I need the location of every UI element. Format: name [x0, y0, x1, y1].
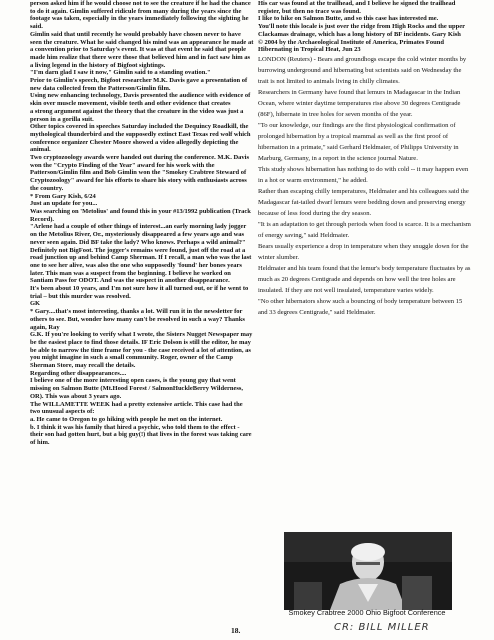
article-paragraph: Heldmaier and his team found that the lemur's body temperature fluctuates by as much as 20 degrees Centigrade and depends on how well the tree holes are insulated. If they are not well insulated, temperature varies widely. — [258, 264, 471, 294]
left-paragraph: G.K. If you're looking to verify what I wrote, the Sisters Nugget Newspaper may be the easiest place to find those details. IF Eric Dolson is still the editor, he may be able to narrow the time frame for you - the case received a lot of attention, as you might imagine in such a small community. Roger, owner of the Camp Sherman Store, may recall the details. — [30, 331, 253, 370]
article-paragraph: Rather than escaping chilly temperatures, Heldmaier and his colleagues said the Madagascar fat-tailed dwarf lemurs were bedding down and preserving energy because of less food during the dry season. — [258, 187, 469, 217]
left-paragraph: Other topics covered in speeches Saturday included the Dequincy Roadkill, the mythological thunderbird and the supposedly extinct East Texas red wolf which conference organizer Chester Moore showed a video allegedly depicting the animal. — [30, 123, 251, 154]
right-top-paragraph: His car was found at the trailhead, and I believe he signed the trailhead register, but then no trace was found. — [258, 0, 456, 15]
left-paragraph: Two cryptozoology awards were handed out during the conference. M.K. Davis won the "Crypto Finding of the Year" award for his work with the Patterson/Gimlin film and Bob Gimlin won the "Smokey Crabtree Steward of Cryptozoology" award for his efforts to share his story with enthusiasts across the country. — [30, 154, 250, 192]
left-paragraph: "I'm darn glad I saw it now," Gimlin said to a standing ovation." — [30, 69, 211, 77]
left-paragraph: * From Gary Kish, 6/24 — [30, 192, 96, 200]
article-paragraph: This study shows hibernation has nothing to do with cold -- it may happen even in a hot or warm environment," he added. — [258, 165, 469, 184]
left-paragraph: a. He came to Oregon to go hiking with people he met on the internet. — [30, 415, 223, 423]
left-paragraph: a strong argument against the theory that the creature in the video was just a person in a gorilla suit. — [30, 107, 244, 123]
left-paragraph: It's been about 10 years, and I'm not sure how it all turned out, or if he went to trial – but this murder was resolved. — [30, 285, 249, 300]
left-paragraph: Just an update for you... — [30, 200, 98, 208]
left-column — [30, 0, 254, 447]
left-paragraph: I believe one of the more interesting open cases, is the young guy that went missing on Salmon Butte (Mt.Hood Forest / SalmonHuckleBerry Wilderness, OR). This was about 3 years ago. — [30, 377, 244, 400]
left-paragraph: * Gary....that's most interesting, thanks a lot. Will run it in the newsletter for others to see. But, wonder how many can't be resolved in such a way? Thanks again, Ray — [30, 308, 245, 331]
article-paragraph: "To our knowledge, our findings are the first physiological confirmation of prolonged hibernation by a tropical mammal as well as the first proof of hibernation in a primate," said Gerhard Heldmaier, of Philipps University in Marburg, Germany, in a report in the science journal Nature. — [258, 121, 459, 162]
left-paragraph: person asked him if he would choose not to see the creature if he had the chance to do it again. Gimlin suffered ridicule from many during the years since the footage was taken, especially in the years immediately following the sighting he said. — [30, 0, 251, 31]
left-paragraph: Regarding other disappearances.... — [30, 369, 127, 377]
left-paragraph: Prior to Gimlin's speech, Bigfoot researcher M.K. Davis gave a presentation of new data collected from the Patterson/Gimlin film. — [30, 77, 248, 92]
article-paragraph: "No other hibernators show such a bouncing of body temperature between 15 and 33 degrees Centigrade," said Heldmaier. — [258, 297, 463, 316]
article-paragraph: LONDON (Reuters) - Bears and groundhogs escape the cold winter months by burrowing underground and hibernating but scientists said on Wednesday the trait is not limited to animals living in chilly climates. — [258, 55, 467, 85]
article-paragraph: Researchers in Germany have found that lemurs in Madagascar in the Indian Ocean, where winter daytime temperatures rise above 30 degrees Centigrade (86F), hibernate in tree holes for seven months of the year. — [258, 88, 461, 118]
article-paragraph: Bears usually experience a drop in temperature when they snuggle down for the winter slumber. — [258, 242, 469, 261]
left-paragraph: b. I think it was his family that hired a psychic, who told them to the effect - their son had gotten hurt, but a big guy(!) that lives in the forest was taking care of him. — [30, 423, 252, 447]
left-paragraph: "Arlene had a couple of other things of interest...an early morning lady jogger on the Metolius River, Or., mysteriously disappeared a few years ago and was never seen again. Did BF take the lady? Who knows. Perhaps a wild animal?" — [30, 223, 247, 246]
left-paragraph: The WILLAMETTE WEEK had a pretty extensive article. This case had the two unusual aspects of: — [30, 400, 243, 416]
left-paragraph: Definitely not BigFoot. The jogger's remains were found, just off the road at a road junction up and behind Camp Sherman. If I recall, a man who was the last one to see her alive, was also the one who supposedly 'found' her bones years later. This man was a suspect from the beginning. I believe he worked on Santiam Pass for ODOT. And was the suspect in another disappearance. — [30, 246, 252, 285]
photo-caption: Smokey Crabtree 2000 Ohio Bigfoot Conference — [288, 608, 446, 617]
left-paragraph: Using new enhancing technology, Davis presented the audience with evidence of skin over muscle movement, visible teeth and other evidence that creates — [30, 92, 251, 108]
right-top-paragraph: You'll note this locale is just over the ridge from High Rocks and the upper Clackamas drainage, which has a long history of BF incidents. Gary Kish — [258, 23, 465, 38]
left-paragraph: GK — [30, 300, 41, 308]
conference-photo — [284, 532, 452, 610]
left-paragraph: Was searching on 'Metolius' and found this in your #13/1992 publication (Track Record). — [30, 207, 251, 223]
right-top-paragraph: © 2004 by the Archaeological Institute of America, Primates Found Hibernating in Tropical Heat, Jun 23 — [258, 38, 444, 54]
right-column — [258, 0, 472, 318]
handwritten-credit: CR: BILL MILLER — [334, 622, 430, 633]
page-number: 18. — [231, 626, 241, 635]
left-paragraph: Gimlin said that until recently he would probably have chosen never to have seen the creature. What he said changed his mind was an appearance he made at a convention prior to Saturday's event. It was at that event he said that people made him realize that there were those that believed him and in fact saw him as a living legend in the history of Bigfoot sightings. — [30, 30, 254, 69]
right-top-paragraph: I like to hike on Salmon Butte, and so this case has interested me. — [258, 15, 439, 23]
article-paragraph: "It is an adaptation to get through periods when food is scarce. It is a mechanism of energy saving," said Heldmaier. — [258, 220, 471, 239]
photo-image — [284, 532, 452, 610]
